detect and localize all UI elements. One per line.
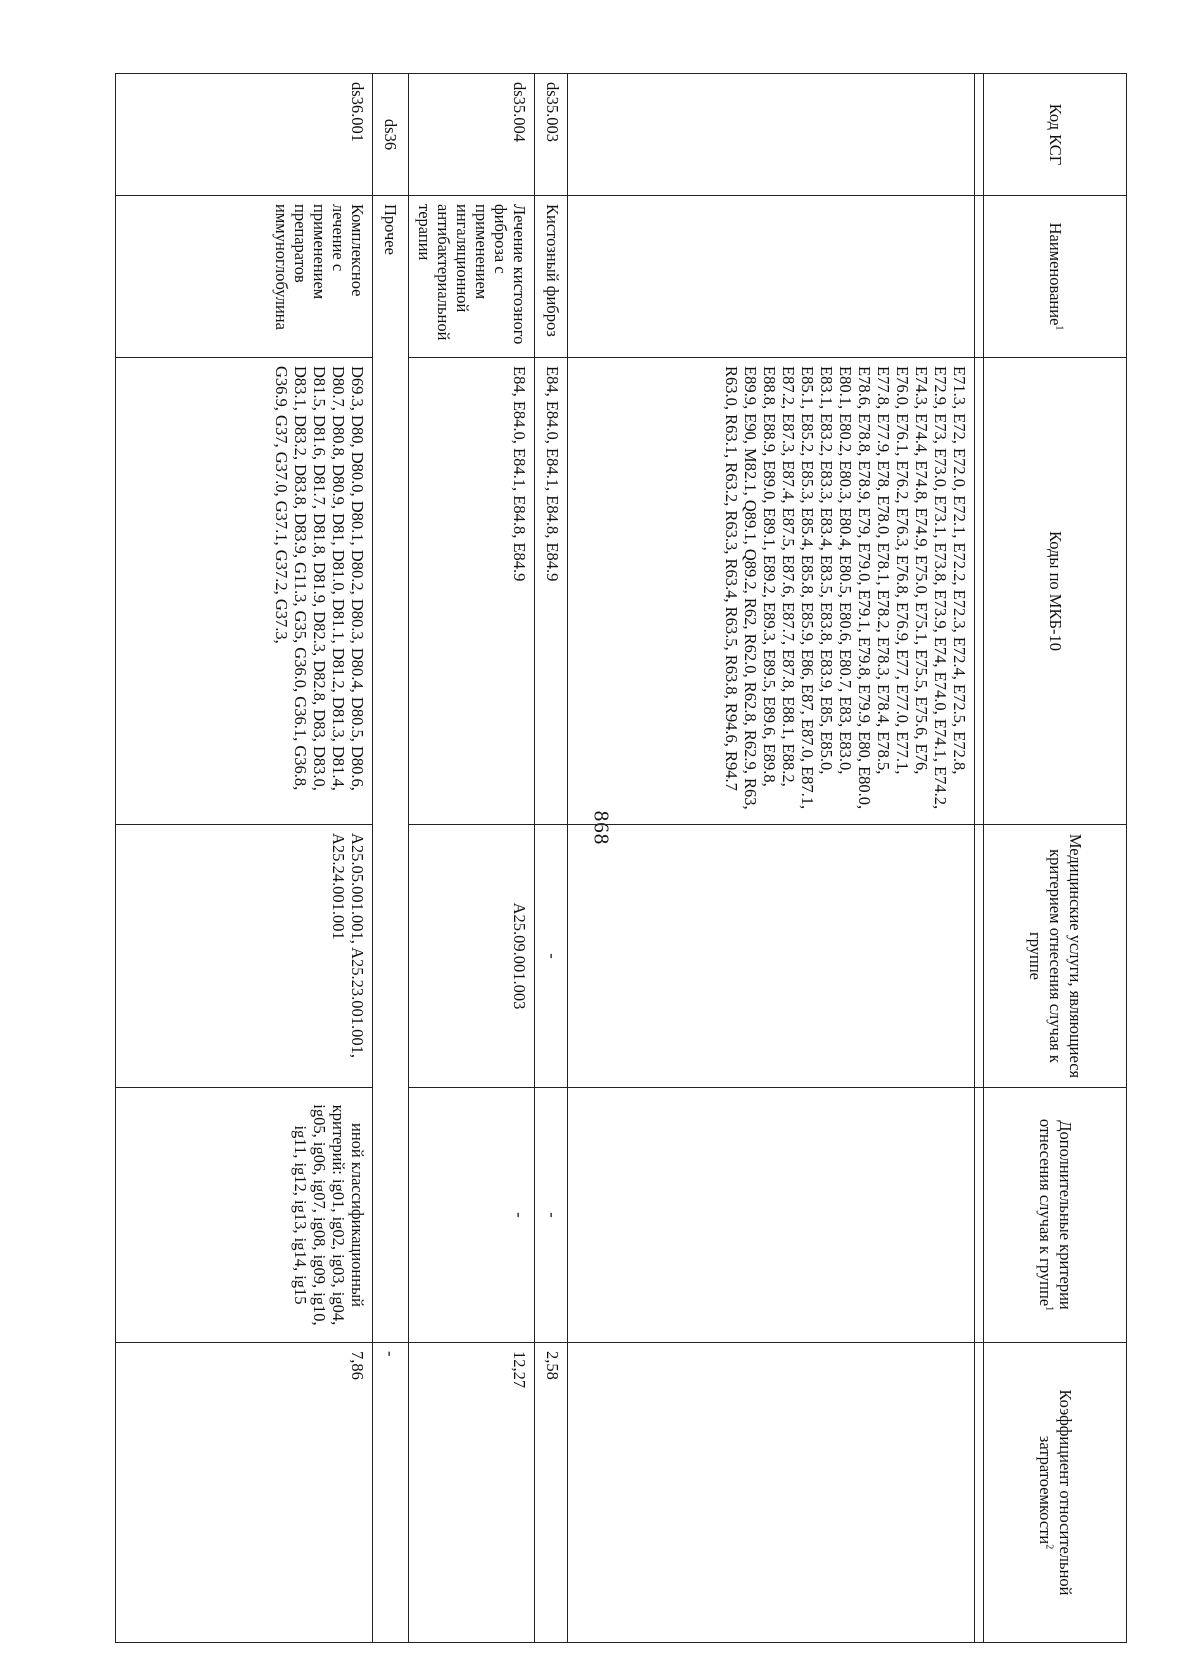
table-row (535, 74, 568, 1643)
cell-coef: 7,86 (116, 1343, 373, 1643)
cell-services (568, 825, 975, 1088)
cell-code: ds36 (373, 74, 409, 196)
section-row (373, 74, 409, 1643)
cell-criteria (568, 1088, 975, 1343)
cell-services: A25.05.001.001, A25.23.001.001, A25.24.001.001 (116, 825, 373, 1088)
cell-name (568, 196, 975, 358)
table-row (409, 74, 535, 1643)
column-number-row (975, 74, 984, 1643)
cell-code: ds35.003 (535, 74, 568, 196)
cell-criteria: - (535, 1088, 568, 1343)
cell-services: A25.09.001.003 (409, 825, 535, 1088)
cell-code (568, 74, 975, 196)
header-code: Код КСГ (984, 74, 1127, 196)
cell-name: Кистозный фиброз (535, 196, 568, 358)
ksg-table (115, 73, 1127, 1643)
cell-coef: 12,27 (409, 1343, 535, 1643)
header-criteria: Дополнительные критерии отнесения случая к группе$^1$ (984, 1088, 1127, 1343)
cell-criteria: иной классификационный критерий: ig01, ig02, ig03, ig04, ig05, ig06, ig07, ig08, ig09, ig10, ig11, ig12, ig13, ig14, ig15 (116, 1088, 373, 1343)
table-row (568, 74, 975, 1643)
cell-icd: E84, E84.0, E84.1, E84.8, E84.9 (535, 358, 568, 825)
cell-name: Лечение кистозного фиброза с применением ингаляционной антибактериальной терапии (409, 196, 535, 358)
cell-coef: - (373, 1343, 409, 1643)
rotated-page (115, 73, 1127, 1642)
header-icd: Коды по МКБ-10 (984, 358, 1127, 825)
cell-icd: E71.3, E72, E72.0, E72.1, E72.2, E72.3, E72.4, E72.5, E72.8, E72.9, E73, E73.0, E73.1, E73.8, E73.9, E74, E74.0, E74.1, E74.2, E74.3, E74.4, E74.8, E74.9, E75.0, E75.1, E75.5, E75.6, E76, E76.0, E76.1, E76.2, E76.3, E76.8, E76.9, E77, E77.0, E77.1, E77.8, E77.9, E78, E78.0, E78.1, E78.2, E78.3, E78.4, E78.5, E78.6, E78.8, E78.9, E79, E79.0, E79.1, E79.8, E79.9, E80, E80.0, E80.1, E80.2, E80.3, E80.4, E80.5, E80.6, E80.7, E83, E83.0, E83.1, E83.2, E83.3, E83.4, E83.5, E83.8, E83.9, E85, E85.0, E85.1, E85.2, E85.3, E85.4, E85.8, E85.9, E86, E87, E87.0, E87.1, E87.2, E87.3, E87.4, E87.5, E87.6, E87.7, E87.8, E88.1, E88.2, E88.8, E88.9, E89.0, E89.1, E89.2, E89.3, E89.5, E89.6, E89.8, E89.9, E90, M82.1, Q89.1, Q89.2, R62, R62.0, R62.8, R62.9, R63, R63.0, R63.1, R63.2, R63.3, R63.4, R63.5, R63.8, R94.6, R94.7 (568, 358, 975, 825)
cell-criteria: - (409, 1088, 535, 1343)
cell-icd: E84, E84.0, E84.1, E84.8, E84.9 (409, 358, 535, 825)
cell-services: - (535, 825, 568, 1088)
cell-icd: D69.3, D80, D80.0, D80.1, D80.2, D80.3, D80.4, D80.5, D80.6, D80.7, D80.8, D80.9, D81, D81.0, D81.1, D81.2, D81.3, D81.4, D81.5, D81.6, D81.7, D81.8, D81.9, D82.3, D82.8, D83, D83.0, D83.1, D83.2, D83.8, D83.9, G11.3, G35, G36.0, G36.1, G36.8, G36.9, G37, G37.0, G37.1, G37.2, G37.3, (116, 358, 373, 825)
cell-coef (568, 1343, 975, 1643)
cell-code: ds36.001 (116, 74, 373, 196)
header-coef: Коэффициент относительной затратоемкости$^2$ (984, 1343, 1127, 1643)
cell-code: ds35.004 (409, 74, 535, 196)
header-name: Наименование$^1$ (984, 196, 1127, 358)
cell-coef: 2,58 (535, 1343, 568, 1643)
table-row (116, 74, 373, 1643)
cell-name: Комплексное лечение с применением препаратов иммуноглобулина (116, 196, 373, 358)
page-number: 868 (589, 810, 614, 846)
header-services: Медицинские услуги, являющиеся критерием отнесения случая к группе (984, 825, 1127, 1088)
cell-section-name: Прочее (373, 196, 409, 1343)
header-row (984, 74, 1127, 1643)
